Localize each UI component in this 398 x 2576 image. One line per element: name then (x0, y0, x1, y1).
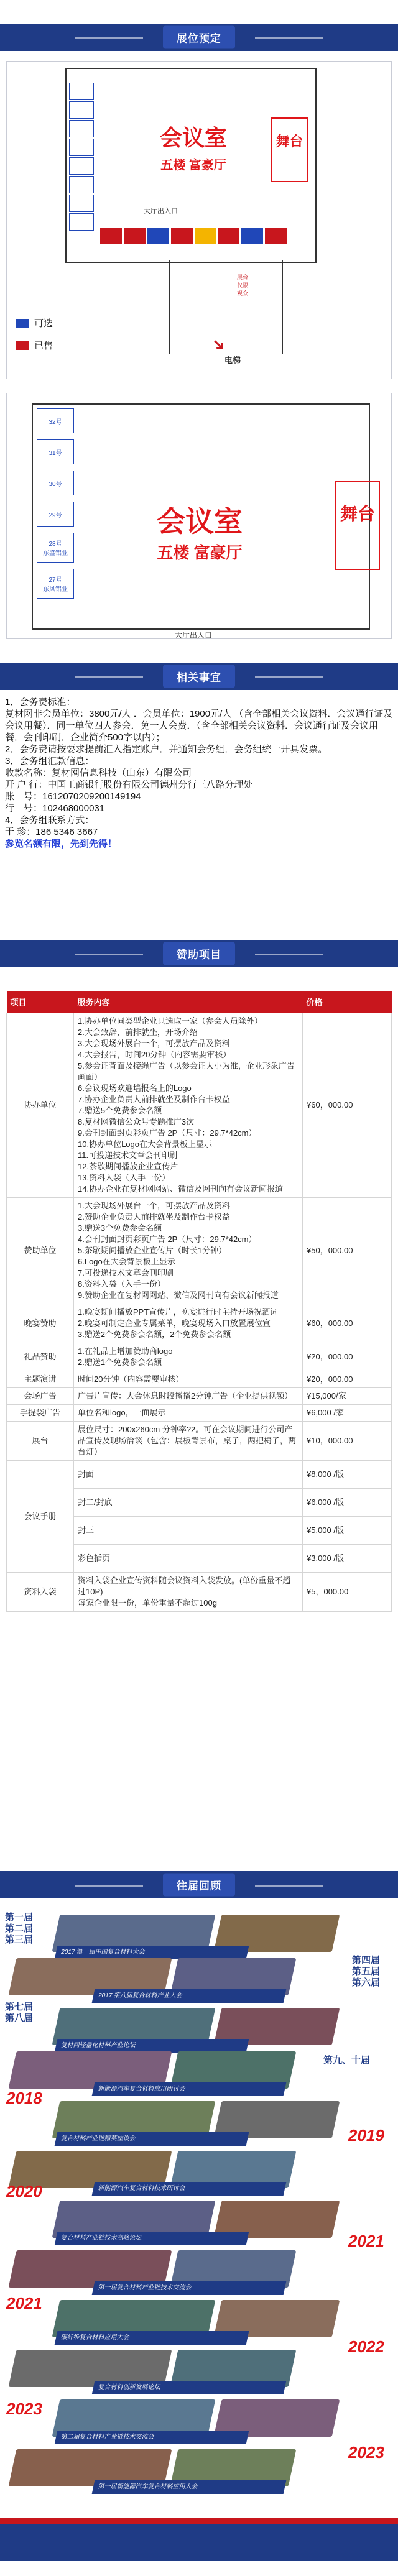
section-banner-notes (0, 663, 398, 690)
foyer-note: 展台 仅限 观众 (237, 274, 249, 297)
notes-line: 1．会务费标准： (5, 697, 76, 707)
event-caption: 2017 第一届中国复合材料大会 (55, 1946, 249, 1959)
arrow-icon: ➜ (207, 333, 231, 356)
table-header: 服务内容 (74, 991, 303, 1013)
table-row (7, 1573, 392, 1612)
table-row (7, 1343, 392, 1371)
table-row (7, 1304, 392, 1343)
event-caption: 复合材料产业链技术高峰论坛 (55, 2232, 249, 2245)
notes-highlight: 参览名额有限，先到先得！ (5, 839, 118, 849)
entrance-label: 大厅出入口 (175, 631, 213, 640)
stage (335, 481, 380, 570)
table-cell-price: ¥20，000.00 (303, 1371, 392, 1388)
table-cell-category: 手提袋广告 (7, 1405, 74, 1422)
floor-plan-1 (6, 61, 392, 379)
event-caption: 复合材料产业链精英座谈会 (55, 2132, 249, 2146)
stage-label: 舞台 (275, 134, 303, 149)
year-label: 2020 (6, 2182, 42, 2201)
booth[interactable] (124, 228, 146, 244)
section-banner-sponsor (0, 940, 398, 967)
table-header: 项目 (7, 991, 74, 1013)
table-cell-content: 单位名和logo，一面展示 (74, 1405, 303, 1422)
section-title: 往届回顾 (163, 1874, 235, 1897)
notes-line: 2．会务费请按要求提前汇入指定账户．并通知会务组．会务组统一开具发票。 (5, 744, 328, 755)
table-cell-content: 1.晚宴期间播放PPT宣传片，晚宴进行时主持开场祝酒词 2.晚宴可制定企业专属菜单，晚宴现场入口放置展位宣 3.赠送2个免费参会名额，2个免费参会名额 (74, 1304, 303, 1343)
table-cell-category: 展台 (7, 1422, 74, 1461)
table-cell-content: 彩色插页 (74, 1545, 303, 1573)
banner-decoration (255, 1885, 323, 1887)
hall-subtitle: 五楼 富豪厅 (157, 543, 243, 562)
table-cell-category: 礼品赞助 (7, 1343, 74, 1371)
table-cell-category: 赞助单位 (7, 1198, 74, 1304)
table-cell-price: ¥20，000.00 (303, 1343, 392, 1371)
legend-swatch (16, 319, 29, 328)
table-cell-content: 封面 (74, 1461, 303, 1489)
section-title: 相关事宜 (163, 665, 235, 688)
year-label: 2018 (6, 2089, 42, 2107)
booth[interactable] (69, 101, 94, 119)
booth[interactable] (195, 228, 216, 244)
booth[interactable] (241, 228, 263, 244)
hall-subtitle: 五楼 富豪厅 (160, 159, 226, 172)
notes-line: 复材网非会员单位：3800元/人 ．会员单位：1900元/人 （含全部相关会议资料．会议通行证及会议用餐）．同一单位四人参会．免一人会费．（含全部相关会议资料．会议通行证及会议用餐．会刊印刷．企业简介500字以内）； (5, 709, 393, 743)
table-row (7, 1371, 392, 1388)
legend-available (16, 316, 53, 329)
table-body (7, 1013, 392, 1612)
table-header: 价格 (303, 991, 392, 1013)
edition-label: 第一届 第二届 第三届 (5, 1912, 34, 1945)
banner-decoration (75, 1885, 143, 1887)
booth[interactable] (69, 120, 94, 137)
table-row (7, 1198, 392, 1304)
banner-decoration (255, 37, 323, 39)
booth[interactable] (69, 157, 94, 175)
booth[interactable]: 30号 (37, 471, 74, 495)
table-row (7, 1388, 392, 1405)
year-label: 2021 (348, 2232, 384, 2250)
banner-decoration (75, 676, 143, 678)
notes-line: 于 珍：186 5346 3667 (5, 827, 98, 837)
elevator-label: 电梯 (224, 356, 241, 365)
sponsor-table (6, 991, 392, 1612)
review-gallery (0, 1908, 398, 2574)
hall-title: 会议室 (157, 505, 243, 538)
booth[interactable]: 29号 (37, 502, 74, 527)
table-row (7, 1013, 392, 1198)
section-title: 赞助项目 (163, 942, 235, 965)
booth[interactable] (69, 176, 94, 193)
event-caption: 复材网轻量化材料产业论坛 (55, 2039, 249, 2053)
accent-bar (0, 2524, 398, 2561)
table-cell-price: ¥50，000.00 (303, 1198, 392, 1304)
table-cell-content: 1.大会现场外展台一个，可摆放产品及资料 2.赞助企业负责人前排就坐及制作台卡权益 3.赠送3个免费参会名额 4.会刊封面封页彩页广告 2P（尺寸：29.7*42cm） 5.茶歇期间播放企业宣传片（时长1分钟） 6.Logo在大会背景板上显示 7.可投递技术文章会刊印刷 8.资料入袋（入手一份） 9.赞助企业在复材网网站、微信及网刊向有会议新闻报道 (74, 1198, 303, 1304)
booth[interactable]: 28号 东盛铝业 (37, 533, 74, 563)
table-cell-price: ¥6,000 /家 (303, 1405, 392, 1422)
event-caption: 2017 第八届复合材料产业大会 (92, 1989, 287, 2003)
booth[interactable] (265, 228, 287, 244)
booth[interactable] (69, 195, 94, 212)
edition-label: 第四届 第五届 第六届 (352, 1955, 381, 1988)
event-caption: 第一届新能源汽车复合材料应用大会 (92, 2480, 287, 2494)
table-cell-content: 1.协办单位同类型企业只选取一家（参会人员除外） 2.大会致辞，前排就坐，开场介绍 3.大会现场外展台一个，可摆放产品及资料 4.大会报告，时间20分钟（内容需要审核） 5.参会证背面及接绳广告（以参会证大小为准，企业形象广告画面） 6.会议现场欢迎墙报名上的Logo 7.协办企业负责人前排就坐及制作台卡权益 7.赠送5个免费参会名额 8.复材网微信公众号专题推广3次 9.会刊封面封页彩页广告 2P（尺寸：29.7*42cm） 10.协办单位Logo在大会背景板上显示 11.可投递技术文章会刊印刷 12.茶歇期间播放企业宣传片 13.资料入袋（入手一份） 14.协办企业在复材网网站、微信及网刊向有会议新闻报道 (74, 1013, 303, 1198)
table-cell-category: 主题演讲 (7, 1371, 74, 1388)
notes-line: 4．会务组联系方式： (5, 815, 95, 826)
notes-line: 3．会务组汇款信息： (5, 756, 95, 766)
event-caption: 第一届复合材料产业链技术交流会 (92, 2281, 287, 2295)
edition-label: 第七届 第八届 (5, 2002, 34, 2023)
hall-title: 会议室 (159, 125, 227, 150)
table-cell-content: 展位尺寸：200x260cm 分钟率?2。可在会议期间进行公司产品宣传及现场洽谈（包含：展板背景布，桌子，两把椅子，两台灯） (74, 1422, 303, 1461)
booth[interactable] (147, 228, 169, 244)
event-caption: 碳纤维复合材料应用大会 (55, 2331, 249, 2345)
year-label: 2022 (348, 2337, 384, 2356)
notes-line: 开 户 行：中国工商银行股份有限公司德州分行三八路分理处 (5, 780, 253, 790)
banner-decoration (255, 954, 323, 955)
stage (271, 117, 308, 182)
booth[interactable]: 32号 (37, 408, 74, 433)
table-cell-price: ¥15,000/家 (303, 1388, 392, 1405)
banner-decoration (75, 37, 143, 39)
entrance-label: 大厅出入口 (144, 208, 178, 215)
table-cell-category: 协办单位 (7, 1013, 74, 1198)
booth[interactable] (69, 83, 94, 100)
section-banner-review (0, 1871, 398, 1898)
legend-swatch (16, 341, 29, 350)
booth-list (37, 408, 74, 599)
event-caption: 新能源汽车复合材料技术研讨会 (92, 2182, 287, 2196)
banner-decoration (75, 954, 143, 955)
stage-label: 舞台 (340, 504, 375, 523)
booth[interactable] (69, 139, 94, 156)
booth[interactable] (218, 228, 239, 244)
table-cell-content: 广告片宣传：大会休息时段播播2分钟广告（企业提供视频） (74, 1388, 303, 1405)
table-cell-category: 会议手册 (7, 1461, 74, 1573)
table-row (7, 1461, 392, 1489)
booth[interactable] (171, 228, 193, 244)
year-label: 2021 (6, 2294, 42, 2312)
table-cell-price: ¥5，000.00 (303, 1573, 392, 1612)
table-cell-content: 1.在礼品上增加赞助商logo 2.赠送1个免费参会名额 (74, 1343, 303, 1371)
edition-label: 第九、十届 (323, 2055, 371, 2066)
floor-plan-2 (6, 393, 392, 639)
legend-label: 已售 (34, 341, 53, 351)
booth[interactable] (100, 228, 122, 244)
table-row (7, 1422, 392, 1461)
table-cell-price: ¥5,000 /版 (303, 1517, 392, 1545)
table-cell-category: 会场广告 (7, 1388, 74, 1405)
table-cell-price: ¥8,000 /版 (303, 1461, 392, 1489)
table-cell-price: ¥3,000 /版 (303, 1545, 392, 1573)
banner-decoration (255, 676, 323, 678)
table-cell-content: 时间20分钟（内容需要审核） (74, 1371, 303, 1388)
legend-label: 可选 (34, 318, 53, 329)
booth-column (37, 408, 74, 605)
legend-sold (16, 339, 53, 352)
booth-column-left (69, 83, 94, 232)
table-row (7, 1405, 392, 1422)
event-caption: 第二届复合材料产业链技术交流会 (55, 2431, 249, 2444)
table-cell-category: 晚宴赞助 (7, 1304, 74, 1343)
booth[interactable]: 31号 (37, 439, 74, 464)
booth[interactable]: 27号 东风铝业 (37, 569, 74, 599)
year-label: 2019 (348, 2126, 384, 2145)
table-cell-price: ¥60，000.00 (303, 1013, 392, 1198)
notes-line: 收款名称：复材网信息科技（山东）有限公司 (5, 768, 192, 778)
event-caption: 新能源汽车复合材料应用研讨会 (92, 2082, 287, 2096)
section-title: 展位预定 (163, 26, 235, 49)
booth[interactable] (69, 213, 94, 231)
table-cell-content: 封二/封底 (74, 1489, 303, 1517)
table-cell-content: 资料入袋企业宣传资料随会议资料入袋发放。(单份重量不超过10P) 每家企业限一份，单份重量不超过100g (74, 1573, 303, 1612)
section-banner-booth (0, 24, 398, 51)
notes-text (5, 696, 393, 850)
table-cell-price: ¥6,000 /版 (303, 1489, 392, 1517)
year-label: 2023 (348, 2443, 384, 2462)
notes-line: 行 号：102468000031 (5, 803, 105, 814)
year-label: 2023 (6, 2399, 42, 2418)
table-cell-content: 封三 (74, 1517, 303, 1545)
table-cell-price: ¥10，000.00 (303, 1422, 392, 1461)
event-caption: 复合材料创新发展论坛 (92, 2381, 287, 2394)
accent-bar (0, 2518, 398, 2524)
table-cell-price: ¥60，000.00 (303, 1304, 392, 1343)
notes-line: 账 号：1612070209200149194 (5, 791, 141, 802)
booth-row-bottom (100, 228, 287, 244)
table-cell-category: 资料入袋 (7, 1573, 74, 1612)
